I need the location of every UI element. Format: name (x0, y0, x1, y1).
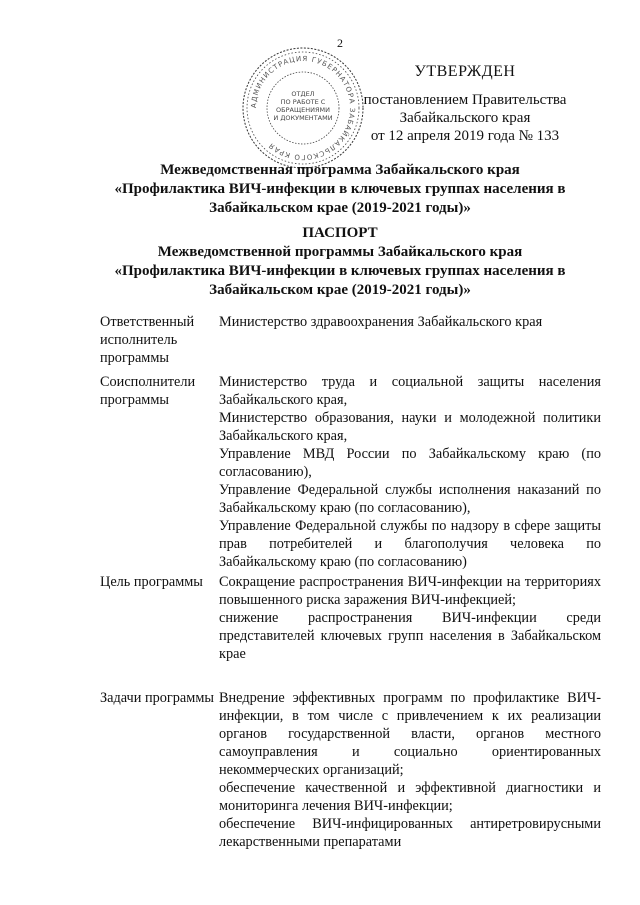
row-item: Министерство здравоохранения Забайкальского края (219, 314, 543, 330)
approval-heading (360, 62, 570, 82)
program-title-line-2: «Профилактика ВИЧ-инфекции в ключевых группах населения в (114, 181, 566, 197)
row-value (219, 689, 601, 851)
svg-text:ПО РАБОТЕ С: ПО РАБОТЕ С (280, 98, 326, 106)
row-item: Управление Федеральной службы исполнения наказаний по Забайкальскому краю (по согласованию), (219, 482, 601, 516)
page-number: 2 (337, 36, 343, 50)
approval-line-1: постановлением Правительства (363, 92, 567, 108)
program-title-line-1: Межведомственная программа Забайкальского края (160, 162, 520, 178)
official-stamp (241, 46, 365, 170)
passport-title-line-3: Забайкальском крае (2019-2021 годы)» (209, 282, 471, 298)
row-item: Сокращение распространения ВИЧ-инфекции на территориях повышенного риска заражения ВИЧ-инфекцией; (219, 574, 601, 608)
row-label: Задачи программы (100, 690, 214, 706)
row-value (219, 313, 601, 331)
row-item: Министерство труда и социальной защиты населения Забайкальского края, (219, 374, 601, 408)
program-title (80, 161, 600, 218)
row-item: Внедрение эффективных программ по профилактике ВИЧ-инфекции, в том числе с привлечением к их реализации органов государственной власти, органов местного самоуправления и социально ориентированных некоммерческих организаций; (219, 690, 601, 778)
passport-title-line-1: Межведомственной программы Забайкальского края (157, 244, 523, 260)
passport-heading: ПАСПОРТ (302, 225, 378, 241)
program-title-line-3: Забайкальском крае (2019-2021 годы)» (209, 200, 471, 216)
row-item: Министерство образования, науки и молодежной политики Забайкальского края, (219, 410, 601, 444)
row-item: Управление Федеральной службы по надзору в сфере защиты прав потребителей и благополучия человека по Забайкальскому краю (по согласованию) (219, 518, 601, 570)
row-value (219, 573, 601, 663)
row-label: Ответственный исполнитель программы (100, 314, 195, 366)
row-item: Управление МВД России по Забайкальскому краю (по согласованию), (219, 446, 601, 480)
row-item: обеспечение ВИЧ-инфицированных антиретровирусными лекарственными препаратами (219, 816, 601, 850)
row-label: Соисполнители программы (100, 374, 196, 408)
approval-heading-text: УТВЕРЖДЕН (414, 63, 516, 80)
row-item: снижение распространения ВИЧ-инфекции среди представителей ключевых групп населения в Забайкальском крае (219, 610, 601, 662)
row-value (219, 373, 601, 571)
row-label: Цель программы (100, 574, 203, 590)
approval-line-2: Забайкальского края (399, 110, 531, 126)
svg-text:ОБРАЩЕНИЯМИ: ОБРАЩЕНИЯМИ (276, 106, 330, 114)
svg-text:И ДОКУМЕНТАМИ: И ДОКУМЕНТАМИ (273, 114, 333, 122)
passport-title-line-2: «Профилактика ВИЧ-инфекции в ключевых группах населения в (114, 263, 566, 279)
svg-text:АДМИНИСТРАЦИЯ ГУБЕРНАТОРА ЗАБА: АДМИНИСТРАЦИЯ ГУБЕРНАТОРА ЗАБАЙКАЛЬСКОГО КРАЯ (249, 54, 357, 162)
row-item: обеспечение качественной и эффективной диагностики и мониторинга лечения ВИЧ-инфекции; (219, 780, 601, 814)
approval-line-3: от 12 апреля 2019 года № 133 (370, 128, 560, 144)
passport-title (80, 224, 600, 300)
svg-text:ОТДЕЛ: ОТДЕЛ (291, 90, 315, 98)
